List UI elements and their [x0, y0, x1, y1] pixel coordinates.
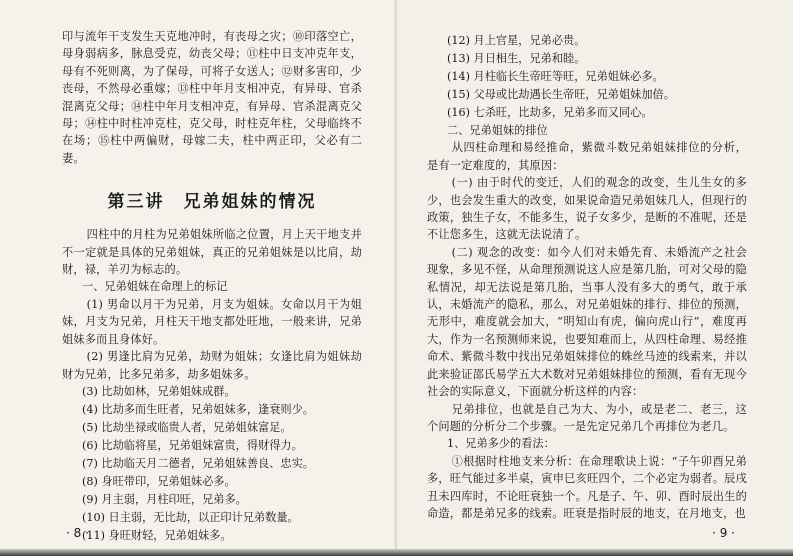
- list-item: (5) 比劫坐禄或临贵人者，兄弟姐妹富足。: [82, 420, 292, 434]
- list-item: (8) 身旺带印，兄弟姐妹必多。: [82, 474, 236, 488]
- section-heading-2: 二、兄弟姐妹的排位: [447, 124, 548, 137]
- list-item: (10) 日主弱，无比劫，以正印计兄弟数量。: [82, 510, 299, 524]
- opening-paragraph: 印与流年干支发生天克地冲时，有丧母之灾；⑩印落空亡，母身弱病多，脉息受克，幼丧父母；⑪柱中日支冲克年支，母有不死则离，为了保母，可将子女送人；⑫财多害印，少丧母，不然母必重嫁；⑬柱中年月支相冲克，有异母、官杀混离克父母；⑭柱中年月支相冲克，有异母、官杀混离克父母；⑭柱中时柱冲克柱，克父母，时柱克年柱，父母临终不在场；⑮柱中两偏财，母嫁二夫，柱中两正印，父必有二妻。: [62, 30, 362, 165]
- left-text-column: [62, 28, 362, 545]
- section-heading-1: 一、兄弟姐妹在命理上的标记: [82, 280, 228, 294]
- right-text-column: [427, 32, 747, 522]
- list-item: (3) 比劫如林，兄弟姐妹成群。: [82, 384, 236, 398]
- list-item: (2) 男逢比肩为兄弟，劫财为姐妹；女逢比肩为姐妹劫财为兄弟，比多兄弟多，劫多姐妹多。: [62, 350, 362, 381]
- list-item: (6) 比劫临将星，兄弟姐妹富贵，得财得力。: [82, 438, 303, 452]
- list-item: (9) 月主弱，月柱印旺，兄弟多。: [82, 492, 247, 506]
- scan-bottom-edge: [0, 549, 793, 556]
- page-number-left: · 8 ·: [66, 526, 89, 540]
- paragraph-one: (一) 由于时代的变迁，人们的观念的改变，生儿生女的多少，也会发生重大的改变，如果说命造兄弟姐妹几人，但现行的政策，独生子女，不能多生，说子女多少，是断的不准呢，还是不让您多生，这就无法说清了。: [427, 176, 747, 242]
- list-item: (14) 月柱临长生帝旺等旺，兄弟姐妹必多。: [447, 70, 664, 83]
- paragraph-two: (二) 观念的改变：如今人们对未婚先育、未婚流产之社会现象，多见不怪，从命理预测说这人应是第几胎，可对父母的隐私情况，却无法说是第几胎，当事人没有多大的勇气，敢于承认，未婚流产的隐私，那么，对兄弟姐妹的排行、排位的预测，无形中，难度就会加大，“明知山有虎，偏向虎山行”，难度再大，作为一名预测师来说，也要知难而上，从四柱命理、易经推命术、紫微斗数中找出兄弟姐妹排位的蛛丝马迹的线索来，并以此来验证邵氏易学五大术数对兄弟姐妹排位的预测，看有无现今社会的实际意义，下面就分析这样的内容：: [427, 245, 747, 399]
- list-item: (11) 身旺财轻，兄弟姐妹多。: [82, 528, 232, 542]
- list-item: (13) 月日相生，兄弟和睦。: [447, 52, 586, 65]
- intro-paragraph: 四柱中的月柱为兄弟姐妹所临之位置，月上天干地支并不一定就是具体的兄弟姐妹，真正的兄弟姐妹是以比肩，劫财，禄，羊刃为标志的。: [62, 228, 362, 277]
- page-number-right: · 9 ·: [712, 526, 735, 540]
- paragraph-three: 兄弟排位，也就是自己为大、为小，或是老二、老三，这个问题的分析分二个步骤。一是先定兄弟几个再排位为老几。: [427, 402, 747, 433]
- list-item: (1) 男命以月干为兄弟，月支为姐妹。女命以月干为姐妹，月支为兄弟，月柱天干地支都处旺地，一般来讲，兄弟姐妹多而且身体好。: [62, 297, 362, 346]
- list-item: (7) 比劫临天月二德者，兄弟姐妹善良、忠实。: [82, 456, 314, 470]
- paragraph-four: ①根据时柱地支来分析：在命理歌诀上说：“子午卯酉兄弟多，旺气能过多半桌，寅申巳亥旺四个，二个必定为弱者。辰戌丑未四库时，不论旺衰独一个。凡是子、午、卯、酉时辰出生的命造，都是弟兄多的线索。旺衰是指时辰的地支，在月地支，也: [427, 454, 747, 520]
- list-item: (16) 七杀旺，比劫多，兄弟多而又同心。: [447, 106, 653, 119]
- list-item: (12) 月上官星，兄弟必贵。: [447, 34, 586, 47]
- section-intro: 从四柱命理和易经推命，紫微斗数兄弟姐妹排位的分析，是有一定难度的，其原因：: [427, 141, 747, 172]
- sub-heading: 1、兄弟多少的看法：: [447, 437, 555, 451]
- right-page: [397, 0, 793, 556]
- list-item: (15) 父母或比劫遇长生帝旺，兄弟姐妹加倍。: [447, 88, 675, 101]
- chapter-title: 第三讲 兄弟姐妹的情况: [107, 192, 317, 213]
- list-item: (4) 比劫多而生旺者，兄弟姐妹多，逢衰则少。: [82, 402, 314, 416]
